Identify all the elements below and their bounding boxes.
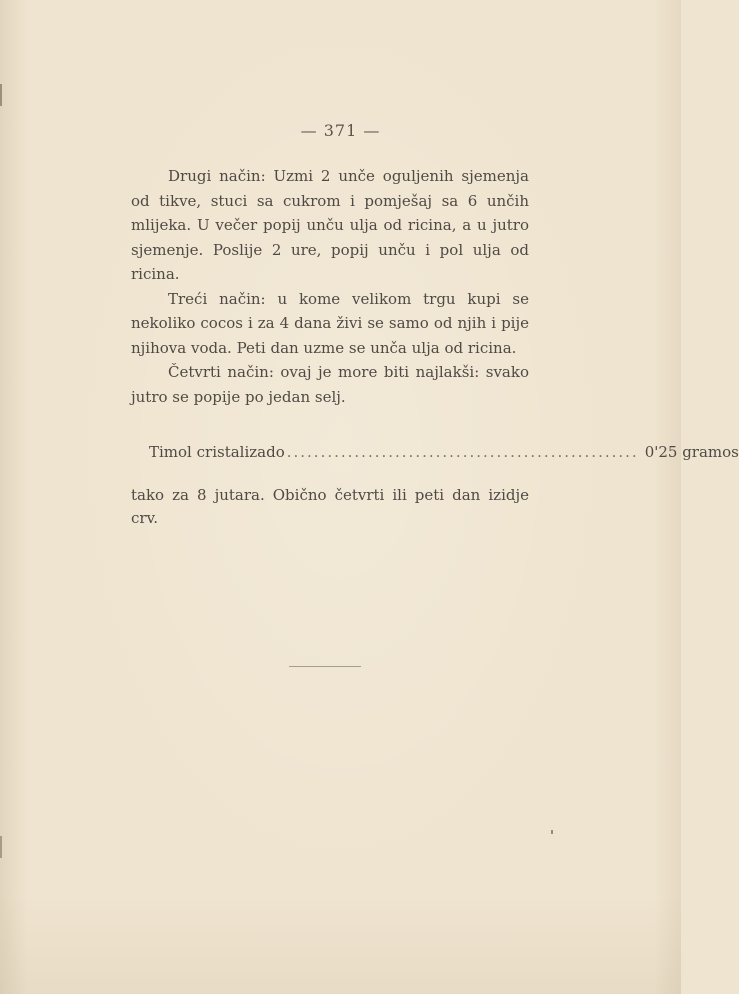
recipe-amount: 0'25 gramos <box>644 443 739 461</box>
paragraph-treci-nacin: Treći način: u kome velikom trgu kupi se nekoliko cocos i za 4 dana živi se samo od njih i pije njihova voda. Peti dan uzme se unča ulja od ricina. <box>131 289 529 357</box>
closing-paragraph: tako za 8 jutara. Obično četvrti ili peti dan izidje crv. <box>131 486 529 527</box>
page-edge-mark <box>0 836 2 858</box>
page-number: — 371 — <box>300 121 381 140</box>
page-edge-mark <box>0 84 2 106</box>
paragraph-drugi-nacin: Drugi način: Uzmi 2 unče oguljenih sjemenja od tikve, stuci sa cukrom i pomješaj sa 6 unčih mlijeka. U večer popij unču ulja od ricina, a u jutro sjemenje. Poslije 2 ure, popij unču i pol ulja od ricina. <box>131 167 529 283</box>
recipe-leader-dots: .................................................... <box>286 443 639 461</box>
page-speck <box>551 830 553 834</box>
recipe-item: Timol cristalizado <box>149 443 285 461</box>
recipe-line <box>149 442 739 462</box>
body-text <box>131 164 529 409</box>
paragraph-cetvrti-nacin: Četvrti način: ovaj je more biti najlakši: svako jutro se popije po jedan selj. <box>131 363 529 406</box>
closing-text <box>131 484 529 530</box>
section-end-rule <box>289 666 361 667</box>
